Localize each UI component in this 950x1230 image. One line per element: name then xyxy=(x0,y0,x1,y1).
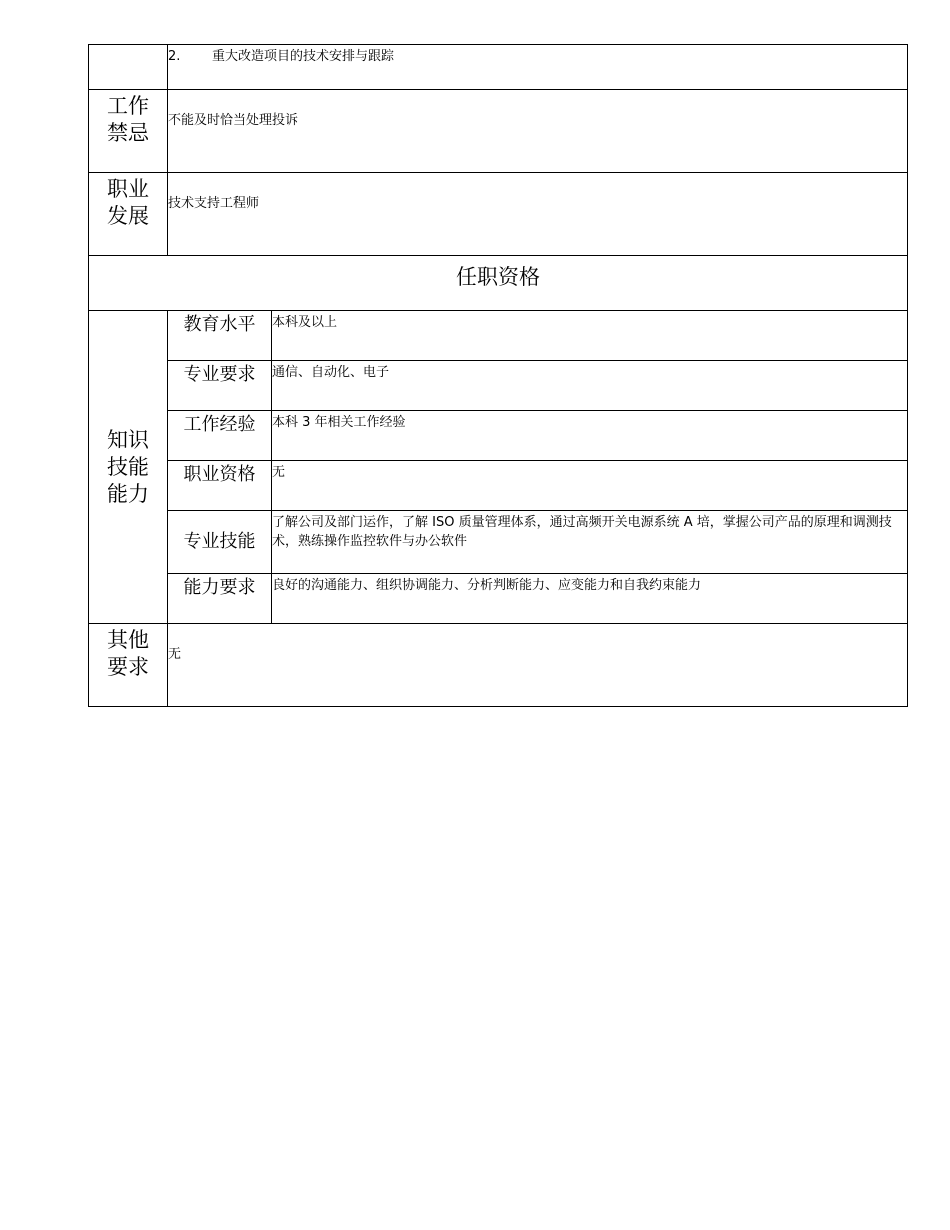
knowledge-skills-label: 知识技能能力 xyxy=(89,311,168,624)
qualification-row xyxy=(89,311,908,361)
education-value: 本科及以上 xyxy=(272,311,908,361)
experience-value: 本科 3 年相关工作经验 xyxy=(272,411,908,461)
certification-value: 无 xyxy=(272,461,908,511)
skills-label: 专业技能 xyxy=(168,511,272,574)
responsibility-continuation-row xyxy=(89,45,908,90)
taboo-content: 不能及时恰当处理投诉 xyxy=(168,90,908,173)
experience-label: 工作经验 xyxy=(168,411,272,461)
responsibility-item xyxy=(168,45,908,90)
qualification-row xyxy=(89,511,908,574)
major-value: 通信、自动化、电子 xyxy=(272,361,908,411)
empty-label-cell xyxy=(89,45,168,90)
skills-value: 了解公司及部门运作，了解 ISO 质量管理体系，通过高频开关电源系统 A 培，掌握公司产品的原理和调测技术，熟练操作监控软件与办公软件 xyxy=(272,511,908,574)
qualification-row xyxy=(89,574,908,624)
certification-label: 职业资格 xyxy=(168,461,272,511)
qualifications-title: 任职资格 xyxy=(89,256,908,311)
career-label: 职业发展 xyxy=(89,173,168,256)
major-label: 专业要求 xyxy=(168,361,272,411)
taboo-row xyxy=(89,90,908,173)
career-content: 技术支持工程师 xyxy=(168,173,908,256)
other-row xyxy=(89,624,908,707)
qualification-row xyxy=(89,461,908,511)
job-description-table xyxy=(88,44,908,707)
education-label: 教育水平 xyxy=(168,311,272,361)
item-number: 2. xyxy=(168,49,181,64)
item-text: 重大改造项目的技术安排与跟踪 xyxy=(212,49,395,64)
career-row xyxy=(89,173,908,256)
taboo-label: 工作禁忌 xyxy=(89,90,168,173)
qualifications-title-row xyxy=(89,256,908,311)
qualification-row xyxy=(89,411,908,461)
qualification-row xyxy=(89,361,908,411)
other-label: 其他要求 xyxy=(89,624,168,707)
other-content: 无 xyxy=(168,624,908,707)
ability-value: 良好的沟通能力、组织协调能力、分析判断能力、应变能力和自我约束能力 xyxy=(272,574,908,624)
ability-label: 能力要求 xyxy=(168,574,272,624)
